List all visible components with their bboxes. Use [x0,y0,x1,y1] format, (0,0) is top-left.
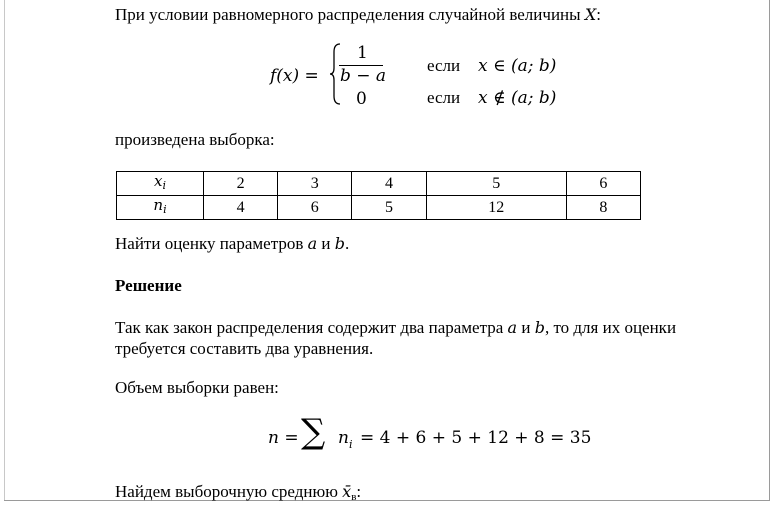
paragraph-params-line1 [115,317,676,338]
mean-colon: : [356,482,362,501]
mean-variable: x̄ [342,482,352,501]
table-cell: 3 [278,172,352,196]
para1-text-a: Так как закон распределения содержит два параметра [115,318,504,337]
mean-subscript: в [351,491,357,503]
task-paragraph [115,233,349,254]
task-and: и [321,234,331,253]
mean-paragraph [115,481,361,508]
table-cell: 6 [278,196,352,220]
task-param-a: a [307,234,318,253]
condition2-word: если [427,88,461,107]
table-cell: 6 [566,172,640,196]
intro-text: При условии равномерного распределения случайной величины [115,5,581,24]
sum-lhs: n = [268,428,299,448]
row-header-xi: $x_i$ [117,172,204,196]
table-row-ni [117,196,641,220]
mean-text: Найдем выборочную среднюю [115,482,338,501]
table-cell: 8 [566,196,640,220]
sample-table [116,171,641,220]
sum-rhs: = 4 + 6 + 5 + 12 + 8 = 35 [360,428,592,448]
task-text: Найти оценку параметров [115,234,304,253]
para1-param-b: b [534,318,545,337]
sum-ni: n [338,428,349,448]
intro-colon: : [596,5,601,24]
table-cell: 12 [426,196,566,220]
sigma-symbol: ∑ [301,412,326,452]
sample-intro-text: произведена выборка: [115,130,275,149]
fraction-numerator: 1 [357,43,368,63]
intro-paragraph [115,4,601,25]
condition1-expr: x ∈ (a; b) [478,56,557,76]
para1-and: и [521,318,531,337]
table-cell: 4 [204,196,278,220]
task-period: . [345,234,350,253]
table-cell: 4 [352,172,426,196]
zero-case: 0 [356,89,367,109]
table-cell: 2 [204,172,278,196]
table-cell: 5 [352,196,426,220]
row-header-ni: $n_i$ [117,196,204,220]
paragraph-params-line2: требуется составить два уравнения. [115,339,374,358]
table-row-xi [117,172,641,196]
formula-lhs: f(x) = [270,66,319,86]
intro-variable: X [584,5,597,24]
condition1-word: если [427,56,461,75]
para1-text-b: , то для их оценки [544,318,677,337]
sample-size-text: Объем выборки равен: [115,378,279,397]
task-param-b: b [334,234,346,253]
sum-ni-subscript: i [349,438,353,451]
solution-heading: Решение [115,276,182,295]
table-cell: 5 [426,172,566,196]
fraction-denominator: b − a [340,66,387,86]
condition2-expr: x ∉ (a; b) [478,88,557,108]
para1-param-a: a [507,318,518,337]
